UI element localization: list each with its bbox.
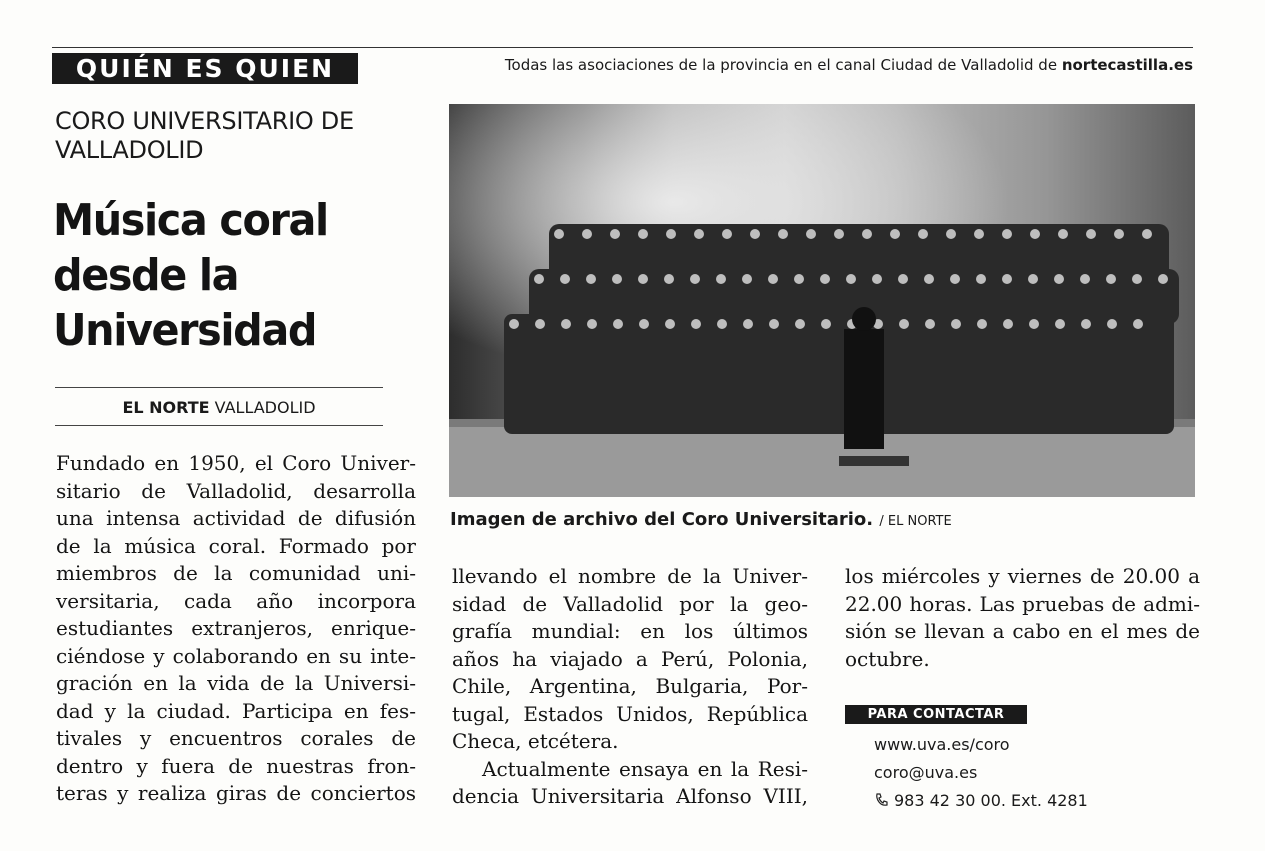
choir-member: [690, 274, 700, 284]
choir-member: [1029, 319, 1039, 329]
choir-member: [834, 229, 844, 239]
paragraph: [845, 563, 1200, 673]
text-line: sidad de Valladolid por la geo-: [452, 591, 808, 616]
choir-member: [610, 229, 620, 239]
choir-member: [1080, 274, 1090, 284]
byline-outlet: EL NORTE: [122, 398, 210, 417]
body-column-3: [845, 563, 1200, 673]
body-column-1: [56, 450, 416, 808]
choir-photo: [449, 104, 1195, 497]
choir-member: [694, 229, 704, 239]
text-line: ciéndose y colaborando en su inte-: [56, 643, 416, 668]
choir-member: [750, 229, 760, 239]
choir-member: [1081, 319, 1091, 329]
choir-member: [1055, 319, 1065, 329]
byline-rule-bottom: [55, 425, 383, 426]
byline-rule-top: [55, 387, 383, 388]
choir-photo-illustration: [449, 104, 1195, 497]
choir-member: [821, 319, 831, 329]
choir-member: [665, 319, 675, 329]
choir-member: [638, 274, 648, 284]
choir-member: [534, 274, 544, 284]
caption-text: Imagen de archivo del Coro Universitario.: [450, 509, 874, 530]
photo-credit: / EL NORTE: [879, 514, 952, 529]
choir-member: [806, 229, 816, 239]
kicker: [55, 107, 415, 165]
text-line: octubre.: [845, 646, 930, 671]
text-line: dentro y fuera de nuestras fron-: [56, 753, 416, 778]
byline-place: VALLADOLID: [214, 398, 316, 417]
choir-member: [1028, 274, 1038, 284]
tagline-text: Todas las asociaciones de la provincia en el canal Ciudad de Valladolid de: [504, 56, 1062, 74]
top-rule: [52, 47, 1193, 48]
choir-member: [587, 319, 597, 329]
choir-member: [946, 229, 956, 239]
choir-member: [820, 274, 830, 284]
choir-member: [561, 319, 571, 329]
choir-member: [898, 274, 908, 284]
choir-member: [890, 229, 900, 239]
contact-label: PARA CONTACTAR: [845, 705, 1027, 724]
choir-member: [795, 319, 805, 329]
choir-member: [716, 274, 726, 284]
choir-member: [535, 319, 545, 329]
choir-member: [1114, 229, 1124, 239]
choir-member: [924, 274, 934, 284]
choir-member: [1003, 319, 1013, 329]
paragraph: [452, 563, 808, 756]
choir-member: [950, 274, 960, 284]
choir-member: [794, 274, 804, 284]
text-line: versitaria, cada año incorpora: [56, 588, 416, 613]
choir-member: [974, 229, 984, 239]
section-tag: QUIÉN ES QUIEN: [52, 53, 358, 84]
choir-member: [918, 229, 928, 239]
choir-member: [638, 229, 648, 239]
contact-phone: [874, 791, 1088, 810]
text-line: dencia Universitaria Alfonso VIII,: [452, 784, 808, 808]
choir-member: [742, 274, 752, 284]
text-line: Chile, Argentina, Bulgaria, Por-: [452, 674, 808, 698]
text-line: Checa, etcétera.: [452, 729, 619, 753]
choir-member: [1030, 229, 1040, 239]
text-line: miembros de la comunidad uni-: [56, 561, 416, 585]
choir-member: [1002, 274, 1012, 284]
text-line: estudiantes extranjeros, enrique-: [56, 616, 416, 640]
text-line: 22.00 horas. Las pruebas de admi-: [845, 591, 1200, 616]
choir-member: [560, 274, 570, 284]
kicker-line: CORO UNIVERSITARIO DE: [55, 107, 354, 135]
text-line: llevando el nombre de la Univer-: [452, 564, 808, 588]
choir-member: [872, 274, 882, 284]
choir-member: [1158, 274, 1168, 284]
text-line: años ha viajado a Perú, Polonia,: [452, 646, 808, 671]
choir-member: [1086, 229, 1096, 239]
text-line: de la música coral. Formado por: [56, 533, 416, 558]
choir-member: [582, 229, 592, 239]
tagline: [505, 56, 1193, 74]
text-line: tugal, Estados Unidos, República: [452, 701, 808, 726]
choir-member: [554, 229, 564, 239]
choir-member: [1002, 229, 1012, 239]
text-line: Fundado en 1950, el Coro Univer-: [56, 451, 416, 475]
headline-line: desde la: [53, 250, 239, 301]
headline: [53, 193, 373, 358]
choir-member: [778, 229, 788, 239]
choir-member: [1132, 274, 1142, 284]
choir-member: [717, 319, 727, 329]
kicker-line: VALLADOLID: [55, 136, 204, 164]
choir-member: [586, 274, 596, 284]
choir-member: [862, 229, 872, 239]
paragraph: [452, 756, 808, 811]
choir-member: [976, 274, 986, 284]
contact-web[interactable]: www.uva.es/coro: [874, 735, 1010, 754]
choir-member: [951, 319, 961, 329]
text-line: gración en la vida de la Universi-: [56, 671, 416, 695]
choir-member: [1107, 319, 1117, 329]
body-column-2: [452, 563, 808, 811]
text-line: tivales y encuentros corales de: [56, 726, 416, 750]
choir-member: [1106, 274, 1116, 284]
choir-member: [769, 319, 779, 329]
choir-member: [1142, 229, 1152, 239]
phone-icon: [874, 792, 890, 808]
paragraph: [56, 450, 416, 808]
text-line: dad y la ciudad. Participa en fes-: [56, 698, 416, 723]
choir-member: [639, 319, 649, 329]
text-line: una intensa actividad de difusión: [56, 506, 416, 530]
choir-member: [722, 229, 732, 239]
text-line: teras y realiza giras de conciertos: [56, 781, 416, 805]
choir-member: [768, 274, 778, 284]
choir-member: [666, 229, 676, 239]
choir-member: [899, 319, 909, 329]
byline: [55, 398, 383, 417]
tagline-site[interactable]: nortecastilla.es: [1061, 56, 1193, 74]
choir-member: [509, 319, 519, 329]
contact-email[interactable]: coro@uva.es: [874, 763, 978, 782]
choir-member: [1133, 319, 1143, 329]
headline-line: Música coral: [53, 195, 328, 246]
choir-member: [691, 319, 701, 329]
text-line: sión se llevan a cabo en el mes de: [845, 619, 1200, 643]
choir-member: [613, 319, 623, 329]
text-line: grafía mundial: en los últimos: [452, 619, 808, 643]
headline-line: Universidad: [53, 305, 317, 356]
text-line: Actualmente ensaya en la Resi-: [482, 756, 808, 781]
text-line: sitario de Valladolid, desarrolla: [56, 478, 416, 503]
choir-member: [1054, 274, 1064, 284]
choir-member: [1058, 229, 1068, 239]
choir-member: [977, 319, 987, 329]
choir-member: [664, 274, 674, 284]
choir-member: [612, 274, 622, 284]
choir-member: [743, 319, 753, 329]
photo-caption: [450, 509, 952, 530]
contact-phone-number: 983 42 30 00. Ext. 4281: [894, 791, 1088, 810]
choir-member: [846, 274, 856, 284]
text-line: los miércoles y viernes de 20.00 a: [845, 564, 1200, 588]
choir-member: [925, 319, 935, 329]
